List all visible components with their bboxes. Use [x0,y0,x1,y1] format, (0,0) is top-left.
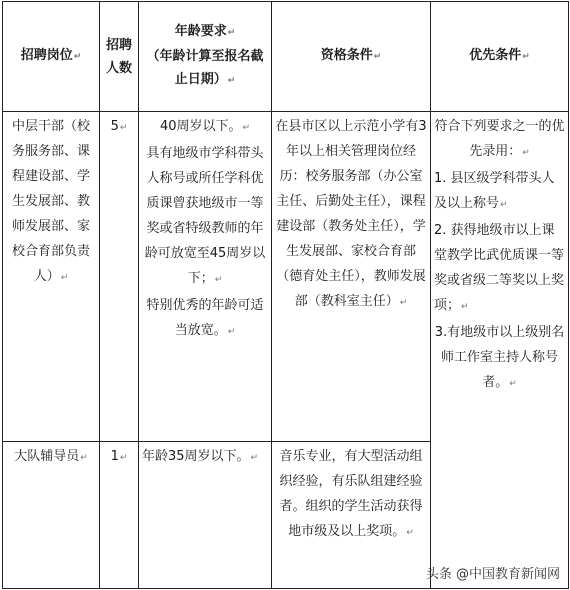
watermark-text: 头条 @中国教育新闻网 [425,567,560,582]
cell-qualification: 音乐专业，有大型活动组织经验，有乐队组建经验者。组织的学生活动获得地市级及以上奖项。↵ [272,442,431,589]
recruitment-table [2,1,569,589]
header-qualification: 资格条件↵ [272,2,431,112]
cell-age: 40周岁以下。↵ 具有地级市学科带头人称号或所任学科优质课曾获地级市一等奖或省特级教师的年龄可放宽至45周岁以下；↵ 特别优秀的年龄可适当放宽。↵ [139,112,272,442]
cell-count: 1↵ [100,442,139,589]
header-age: 年龄要求↵ （年龄计算至报名截 止日期）↵ [139,2,272,112]
cell-count: 5↵ [100,112,139,442]
cell-post: 中层干部（校务服务部、课程建设部、学生发展部、教师发展部、家校合育部负责人）↵ [3,112,100,442]
cell-age: 年龄35周岁以下。↵ [139,442,272,589]
cell-post: 大队辅导员↵ [3,442,100,589]
header-count: 招聘 人数 [100,2,139,112]
header-row [3,2,569,112]
cell-priority: 符合下列要求之一的优先录用：↵ 1. 县区级学科带头人及以上称号↵ 2. 获得地级市以上课堂教学比武优质课一等奖或省级二等奖以上奖项；↵ 3.有地级市以上级别名师工作室主持人称号者。↵ [431,112,569,589]
table-row [3,112,569,442]
header-priority: 优先条件↵ [431,2,569,112]
cell-qualification: 在县市区以上示范小学有3年以上相关管理岗位经历：校务服务部（办公室主任、后勤处主任），课程建设部（教务处主任），学生发展部、家校合育部（德育处主任），教师发展部（教科室主任）↵ [272,112,431,442]
header-post: 招聘岗位↵ [3,2,100,112]
